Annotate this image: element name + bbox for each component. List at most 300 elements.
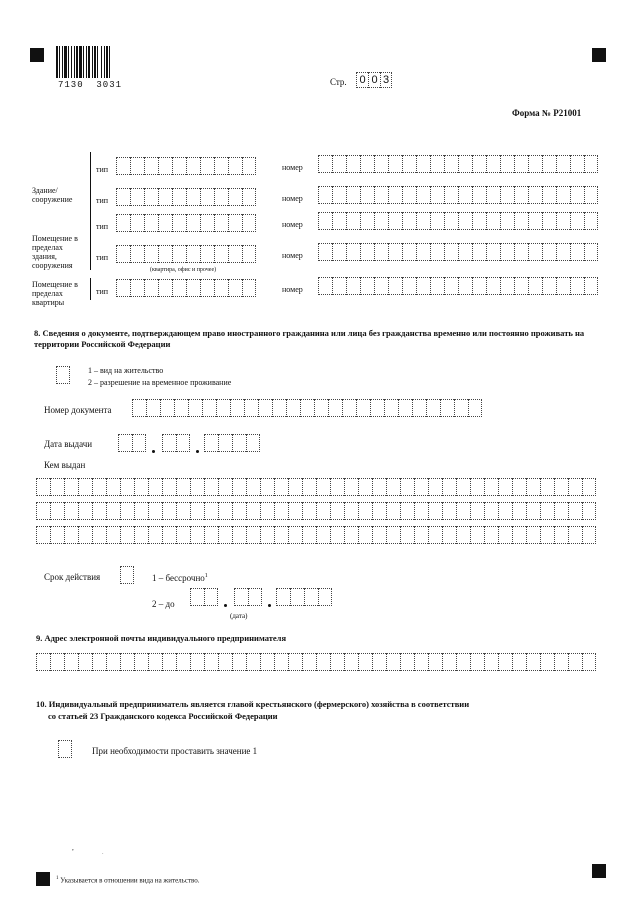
input-cell[interactable]: [570, 277, 584, 295]
input-cell[interactable]: [444, 212, 458, 230]
input-cell[interactable]: [36, 653, 50, 671]
input-cell[interactable]: [332, 212, 346, 230]
input-cell[interactable]: [134, 478, 148, 496]
input-cell[interactable]: [172, 279, 186, 297]
input-cell[interactable]: [472, 186, 486, 204]
input-cell[interactable]: [470, 526, 484, 544]
input-cell[interactable]: [174, 399, 188, 417]
input-cell[interactable]: [514, 186, 528, 204]
input-cell[interactable]: [190, 526, 204, 544]
input-cell[interactable]: [274, 502, 288, 520]
input-cell[interactable]: [330, 526, 344, 544]
input-cell[interactable]: [232, 653, 246, 671]
input-cell[interactable]: [542, 243, 556, 261]
input-cell[interactable]: [288, 502, 302, 520]
input-cell[interactable]: [416, 155, 430, 173]
input-cell[interactable]: [218, 502, 232, 520]
input-cell[interactable]: [246, 478, 260, 496]
input-cell[interactable]: [486, 155, 500, 173]
input-cell[interactable]: [228, 188, 242, 206]
input-cell[interactable]: [484, 653, 498, 671]
input-cell[interactable]: [582, 526, 596, 544]
input-cell[interactable]: [360, 243, 374, 261]
input-cell[interactable]: [288, 653, 302, 671]
input-cell[interactable]: [242, 279, 256, 297]
input-cell[interactable]: [202, 399, 216, 417]
input-cell[interactable]: [582, 478, 596, 496]
input-cell[interactable]: [232, 526, 246, 544]
input-cell[interactable]: [386, 653, 400, 671]
input-cell[interactable]: [302, 478, 316, 496]
input-cell[interactable]: [36, 478, 50, 496]
input-cell[interactable]: [130, 245, 144, 263]
input-cell[interactable]: [200, 279, 214, 297]
input-cell[interactable]: [458, 186, 472, 204]
input-cell[interactable]: [78, 502, 92, 520]
input-cell[interactable]: [528, 186, 542, 204]
input-cell[interactable]: [344, 653, 358, 671]
input-cell[interactable]: [328, 399, 342, 417]
input-cell[interactable]: [148, 653, 162, 671]
input-cell[interactable]: [332, 243, 346, 261]
input-cell[interactable]: [162, 478, 176, 496]
input-cell[interactable]: [444, 186, 458, 204]
input-cell[interactable]: [556, 155, 570, 173]
input-cell[interactable]: [542, 155, 556, 173]
input-cell[interactable]: [584, 277, 598, 295]
input-cell[interactable]: [162, 653, 176, 671]
input-cell[interactable]: [402, 243, 416, 261]
input-cell[interactable]: [456, 478, 470, 496]
input-cell[interactable]: [498, 502, 512, 520]
input-cell[interactable]: [132, 399, 146, 417]
input-cell[interactable]: [116, 214, 130, 232]
input-cell[interactable]: [330, 653, 344, 671]
input-cell[interactable]: [106, 478, 120, 496]
input-cell[interactable]: [400, 478, 414, 496]
input-cell[interactable]: [172, 245, 186, 263]
input-cell[interactable]: [234, 588, 248, 606]
input-cell[interactable]: [286, 399, 300, 417]
input-cell[interactable]: [146, 399, 160, 417]
validity-day-cells[interactable]: [190, 588, 218, 606]
input-cell[interactable]: [430, 243, 444, 261]
input-cell[interactable]: [456, 502, 470, 520]
input-cell[interactable]: [500, 277, 514, 295]
input-cell[interactable]: [528, 155, 542, 173]
input-cell[interactable]: [274, 526, 288, 544]
input-cell[interactable]: [302, 653, 316, 671]
type-cells[interactable]: [116, 188, 256, 206]
input-cell[interactable]: [242, 245, 256, 263]
issued-by-cells-row-3[interactable]: [36, 526, 596, 544]
input-cell[interactable]: [144, 157, 158, 175]
doc-number-cells[interactable]: [132, 399, 482, 417]
input-cell[interactable]: [190, 502, 204, 520]
input-cell[interactable]: [318, 212, 332, 230]
input-cell[interactable]: [374, 186, 388, 204]
input-cell[interactable]: [372, 478, 386, 496]
input-cell[interactable]: [526, 502, 540, 520]
input-cell[interactable]: [442, 502, 456, 520]
input-cell[interactable]: [346, 212, 360, 230]
input-cell[interactable]: [118, 434, 132, 452]
input-cell[interactable]: [158, 279, 172, 297]
input-cell[interactable]: [372, 502, 386, 520]
doc-type-cell[interactable]: [56, 366, 70, 384]
input-cell[interactable]: [290, 588, 304, 606]
input-cell[interactable]: [92, 526, 106, 544]
input-cell[interactable]: [204, 588, 218, 606]
input-cell[interactable]: [120, 502, 134, 520]
input-cell[interactable]: [514, 155, 528, 173]
input-cell[interactable]: [50, 502, 64, 520]
input-cell[interactable]: [144, 245, 158, 263]
input-cell[interactable]: [232, 478, 246, 496]
input-cell[interactable]: [130, 188, 144, 206]
input-cell[interactable]: [484, 478, 498, 496]
input-cell[interactable]: [248, 588, 262, 606]
number-cells[interactable]: [318, 277, 598, 295]
input-cell[interactable]: [188, 399, 202, 417]
input-cell[interactable]: [372, 653, 386, 671]
input-cell[interactable]: [414, 502, 428, 520]
input-cell[interactable]: [244, 399, 258, 417]
input-cell[interactable]: [246, 434, 260, 452]
input-cell[interactable]: [172, 157, 186, 175]
input-cell[interactable]: [116, 279, 130, 297]
input-cell[interactable]: [584, 155, 598, 173]
input-cell[interactable]: [64, 653, 78, 671]
input-cell[interactable]: [468, 399, 482, 417]
input-cell[interactable]: [500, 243, 514, 261]
input-cell[interactable]: [130, 214, 144, 232]
input-cell[interactable]: [120, 653, 134, 671]
input-cell[interactable]: [274, 653, 288, 671]
input-cell[interactable]: [332, 277, 346, 295]
input-cell[interactable]: [228, 279, 242, 297]
input-cell[interactable]: [106, 653, 120, 671]
input-cell[interactable]: [246, 526, 260, 544]
input-cell[interactable]: [526, 526, 540, 544]
input-cell[interactable]: [186, 188, 200, 206]
input-cell[interactable]: [342, 399, 356, 417]
input-cell[interactable]: [400, 526, 414, 544]
input-cell[interactable]: [484, 502, 498, 520]
input-cell[interactable]: [498, 653, 512, 671]
input-cell[interactable]: [332, 186, 346, 204]
input-cell[interactable]: [318, 186, 332, 204]
issue-month-cells[interactable]: [162, 434, 190, 452]
input-cell[interactable]: [458, 155, 472, 173]
input-cell[interactable]: [204, 502, 218, 520]
input-cell[interactable]: [92, 653, 106, 671]
input-cell[interactable]: [416, 212, 430, 230]
input-cell[interactable]: [514, 243, 528, 261]
input-cell[interactable]: [500, 212, 514, 230]
input-cell[interactable]: [568, 478, 582, 496]
input-cell[interactable]: [414, 653, 428, 671]
input-cell[interactable]: [500, 155, 514, 173]
validity-cell[interactable]: [120, 566, 134, 584]
input-cell[interactable]: [346, 186, 360, 204]
input-cell[interactable]: [78, 526, 92, 544]
input-cell[interactable]: [344, 478, 358, 496]
input-cell[interactable]: [92, 502, 106, 520]
input-cell[interactable]: [288, 526, 302, 544]
input-cell[interactable]: [430, 212, 444, 230]
input-cell[interactable]: [428, 653, 442, 671]
input-cell[interactable]: [514, 277, 528, 295]
input-cell[interactable]: [158, 188, 172, 206]
input-cell[interactable]: [134, 653, 148, 671]
input-cell[interactable]: [330, 502, 344, 520]
input-cell[interactable]: [190, 653, 204, 671]
input-cell[interactable]: [144, 188, 158, 206]
input-cell[interactable]: [428, 502, 442, 520]
type-cells[interactable]: [116, 214, 256, 232]
input-cell[interactable]: [386, 526, 400, 544]
input-cell[interactable]: [512, 526, 526, 544]
input-cell[interactable]: [172, 214, 186, 232]
input-cell[interactable]: [78, 653, 92, 671]
input-cell[interactable]: [214, 188, 228, 206]
input-cell[interactable]: [486, 277, 500, 295]
input-cell[interactable]: [470, 502, 484, 520]
input-cell[interactable]: [300, 399, 314, 417]
input-cell[interactable]: [542, 212, 556, 230]
input-cell[interactable]: [584, 243, 598, 261]
input-cell[interactable]: [402, 277, 416, 295]
input-cell[interactable]: [214, 245, 228, 263]
input-cell[interactable]: [186, 279, 200, 297]
input-cell[interactable]: [484, 526, 498, 544]
input-cell[interactable]: [568, 653, 582, 671]
input-cell[interactable]: [388, 243, 402, 261]
input-cell[interactable]: [472, 155, 486, 173]
input-cell[interactable]: [272, 399, 286, 417]
input-cell[interactable]: [554, 502, 568, 520]
input-cell[interactable]: [398, 399, 412, 417]
input-cell[interactable]: [528, 243, 542, 261]
input-cell[interactable]: [332, 155, 346, 173]
validity-year-cells[interactable]: [276, 588, 332, 606]
input-cell[interactable]: [144, 279, 158, 297]
input-cell[interactable]: [36, 502, 50, 520]
input-cell[interactable]: [204, 653, 218, 671]
input-cell[interactable]: [554, 478, 568, 496]
input-cell[interactable]: [540, 653, 554, 671]
input-cell[interactable]: [358, 478, 372, 496]
input-cell[interactable]: [400, 653, 414, 671]
input-cell[interactable]: [374, 212, 388, 230]
input-cell[interactable]: [570, 186, 584, 204]
input-cell[interactable]: [360, 277, 374, 295]
input-cell[interactable]: [218, 434, 232, 452]
input-cell[interactable]: [78, 478, 92, 496]
input-cell[interactable]: [370, 399, 384, 417]
input-cell[interactable]: [512, 478, 526, 496]
input-cell[interactable]: [356, 399, 370, 417]
input-cell[interactable]: [260, 502, 274, 520]
input-cell[interactable]: [116, 245, 130, 263]
input-cell[interactable]: [416, 186, 430, 204]
input-cell[interactable]: [526, 653, 540, 671]
input-cell[interactable]: [242, 214, 256, 232]
input-cell[interactable]: [498, 478, 512, 496]
input-cell[interactable]: [304, 588, 318, 606]
input-cell[interactable]: [64, 526, 78, 544]
input-cell[interactable]: [388, 212, 402, 230]
input-cell[interactable]: [456, 653, 470, 671]
input-cell[interactable]: [148, 502, 162, 520]
input-cell[interactable]: [318, 155, 332, 173]
number-cells[interactable]: [318, 243, 598, 261]
input-cell[interactable]: [176, 502, 190, 520]
input-cell[interactable]: [584, 212, 598, 230]
input-cell[interactable]: [200, 214, 214, 232]
input-cell[interactable]: [160, 399, 174, 417]
input-cell[interactable]: [470, 653, 484, 671]
input-cell[interactable]: [358, 653, 372, 671]
input-cell[interactable]: [360, 212, 374, 230]
input-cell[interactable]: [144, 214, 158, 232]
input-cell[interactable]: [512, 653, 526, 671]
input-cell[interactable]: [556, 243, 570, 261]
input-cell[interactable]: [414, 478, 428, 496]
input-cell[interactable]: [388, 277, 402, 295]
input-cell[interactable]: [444, 155, 458, 173]
input-cell[interactable]: [430, 155, 444, 173]
input-cell[interactable]: [106, 526, 120, 544]
input-cell[interactable]: [498, 526, 512, 544]
input-cell[interactable]: [442, 478, 456, 496]
input-cell[interactable]: [318, 588, 332, 606]
input-cell[interactable]: [344, 502, 358, 520]
input-cell[interactable]: [442, 526, 456, 544]
input-cell[interactable]: [428, 526, 442, 544]
input-cell[interactable]: [242, 157, 256, 175]
input-cell[interactable]: [570, 212, 584, 230]
input-cell[interactable]: [458, 277, 472, 295]
input-cell[interactable]: [444, 243, 458, 261]
input-cell[interactable]: [542, 277, 556, 295]
input-cell[interactable]: [358, 502, 372, 520]
input-cell[interactable]: [204, 526, 218, 544]
input-cell[interactable]: [214, 157, 228, 175]
input-cell[interactable]: [416, 243, 430, 261]
input-cell[interactable]: [386, 478, 400, 496]
input-cell[interactable]: [92, 478, 106, 496]
input-cell[interactable]: [570, 243, 584, 261]
input-cell[interactable]: [458, 243, 472, 261]
input-cell[interactable]: [148, 526, 162, 544]
input-cell[interactable]: [430, 277, 444, 295]
input-cell[interactable]: [246, 502, 260, 520]
input-cell[interactable]: [274, 478, 288, 496]
input-cell[interactable]: [186, 157, 200, 175]
input-cell[interactable]: [456, 526, 470, 544]
input-cell[interactable]: [162, 526, 176, 544]
input-cell[interactable]: [400, 502, 414, 520]
input-cell[interactable]: [316, 478, 330, 496]
input-cell[interactable]: [374, 155, 388, 173]
input-cell[interactable]: [190, 478, 204, 496]
input-cell[interactable]: [316, 526, 330, 544]
farm-head-cell[interactable]: [58, 740, 72, 758]
input-cell[interactable]: [258, 399, 272, 417]
input-cell[interactable]: [158, 245, 172, 263]
input-cell[interactable]: [228, 245, 242, 263]
input-cell[interactable]: [228, 157, 242, 175]
number-cells[interactable]: [318, 155, 598, 173]
input-cell[interactable]: [540, 526, 554, 544]
input-cell[interactable]: [540, 502, 554, 520]
input-cell[interactable]: [486, 243, 500, 261]
input-cell[interactable]: [318, 277, 332, 295]
input-cell[interactable]: [200, 245, 214, 263]
input-cell[interactable]: [472, 212, 486, 230]
input-cell[interactable]: [372, 526, 386, 544]
input-cell[interactable]: [172, 188, 186, 206]
input-cell[interactable]: [148, 478, 162, 496]
input-cell[interactable]: [346, 155, 360, 173]
issued-by-cells-row-2[interactable]: [36, 502, 596, 520]
input-cell[interactable]: [528, 277, 542, 295]
input-cell[interactable]: [276, 588, 290, 606]
input-cell[interactable]: [216, 399, 230, 417]
type-cells[interactable]: [116, 157, 256, 175]
input-cell[interactable]: [218, 526, 232, 544]
input-cell[interactable]: [64, 478, 78, 496]
input-cell[interactable]: [512, 502, 526, 520]
input-cell[interactable]: [426, 399, 440, 417]
input-cell[interactable]: [200, 157, 214, 175]
input-cell[interactable]: [416, 277, 430, 295]
input-cell[interactable]: [458, 212, 472, 230]
input-cell[interactable]: [200, 188, 214, 206]
input-cell[interactable]: [302, 502, 316, 520]
input-cell[interactable]: [230, 399, 244, 417]
input-cell[interactable]: [232, 434, 246, 452]
input-cell[interactable]: [428, 478, 442, 496]
input-cell[interactable]: [568, 502, 582, 520]
input-cell[interactable]: [176, 478, 190, 496]
input-cell[interactable]: [486, 186, 500, 204]
input-cell[interactable]: [582, 653, 596, 671]
input-cell[interactable]: [440, 399, 454, 417]
input-cell[interactable]: [176, 653, 190, 671]
input-cell[interactable]: [472, 243, 486, 261]
input-cell[interactable]: [528, 212, 542, 230]
input-cell[interactable]: [162, 434, 176, 452]
input-cell[interactable]: [134, 502, 148, 520]
input-cell[interactable]: [360, 155, 374, 173]
input-cell[interactable]: [374, 277, 388, 295]
input-cell[interactable]: [58, 740, 72, 758]
input-cell[interactable]: [246, 653, 260, 671]
input-cell[interactable]: [346, 277, 360, 295]
number-cells[interactable]: [318, 186, 598, 204]
issued-by-cells-row-1[interactable]: [36, 478, 596, 496]
input-cell[interactable]: [130, 157, 144, 175]
input-cell[interactable]: [472, 277, 486, 295]
input-cell[interactable]: [402, 186, 416, 204]
input-cell[interactable]: [158, 157, 172, 175]
input-cell[interactable]: [388, 186, 402, 204]
input-cell[interactable]: [486, 212, 500, 230]
input-cell[interactable]: [318, 243, 332, 261]
